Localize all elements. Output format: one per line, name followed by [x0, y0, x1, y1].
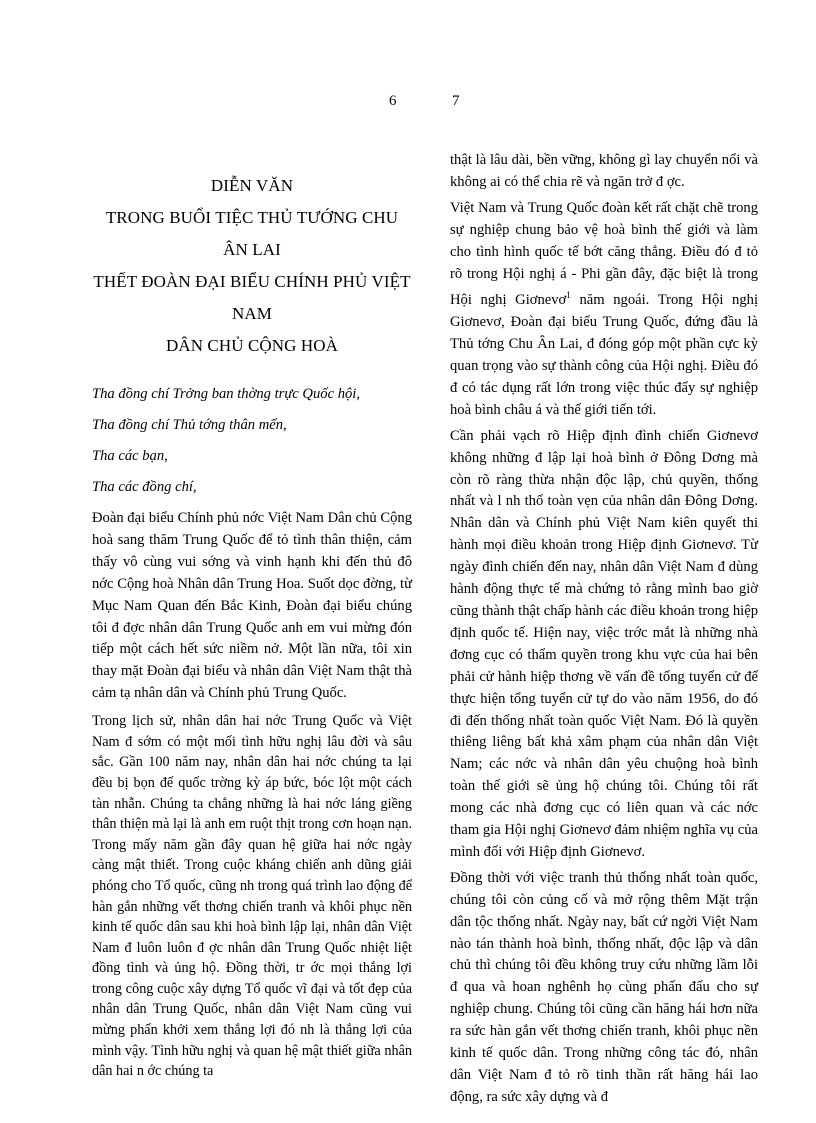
title-line-2: TRONG BUỔI TIỆC THỦ TƯỚNG CHU ÂN LAI [105, 208, 399, 259]
paragraph-left-2: Trong lịch sử, nhân dân hai nớc Trung Quốc và Việt Nam đ sớm có một mối tình hữu nghị lâu đời và sâu sắc. Gần 100 năm nay, nhân dân hai nớc chúng ta lại đều bị bọn đế quốc trờng kỳ áp bức, bóc lột một cách tàn nhẫn. Chúng ta chẳng những là hai nớc láng giềng thân thiện mà lại là anh em ruột thịt trong cơn hoạn nạn. Trong mấy năm gần đây quan hệ giữa hai nớc ngày càng mật thiết. Trong cuộc kháng chiến anh dũng giải phóng cho Tổ quốc, cũng nh trong quá trình lao động để hàn gắn những vết thơng chiến tranh và khôi phục nền kinh tế quốc dân sau khi hoà bình lập lại, nhân dân Việt Nam đ luôn luôn đ ợc nhân dân Trung Quốc nhiệt liệt đồng tình và ủng hộ. Đồng thời, tr ớc mọi thắng lợi trong công cuộc xây dựng Tổ quốc vĩ đại và tốt đẹp của nhân dân Trung Quốc, nhân dân Việt Nam cũng vui mừng phấn khởi xem thắng lợi đó nh là thắng lợi của mình vậy. Tình hữu nghị và quan hệ mật thiết giữa nhân dân hai n ớc chúng ta [92, 713, 412, 1080]
paragraph-right-2 [450, 198, 758, 422]
title-line-4: DÂN CHỦ CỘNG HOÀ [165, 336, 339, 355]
paragraph-right-2-text: Việt Nam và Trung Quốc đoàn kết rất chặt chẽ trong sự nghiệp chung bảo vệ hoà bình thế giới và làm cho tình hình quốc tế bớt căng thẳng. Điều đó đ tỏ rõ trong Hội nghị á - Phi gần đây, đặc biệt là trong Hội nghị Giơnevơ [450, 199, 758, 309]
salutation-1: Tha đồng chí Trởng ban thờng trực Quốc hội, [92, 386, 360, 402]
salutation-2: Tha đồng chí Thủ tớng thân mến, [92, 417, 287, 433]
paragraph-right-3: Cần phải vạch rõ Hiệp định đình chiến Giơnevơ không những đ lập lại hoà bình ở Đông Dơng mà còn rõ ràng thừa nhận độc lập, chủ quyền, thống nhất và l nh thổ toàn vẹn của nhân dân Đông Dơng. Nhân dân và Chính phủ Việt Nam kiên quyết thi hành mọi điều khoản trong Hiệp định Giơnevơ. Từ ngày đình chiến đến nay, nhân dân Việt Nam đ dùng hành động thực tế mà chứng tỏ rằng mình bao giờ cũng thành thật chấp hành các điều khoản trong hiệp định quốc tế. Hiện nay, việc trớc mắt là những nhà đơng cục có thẩm quyền trong khu vực của hai bên phải cử hành hiệp thơng về vấn đề tổng tuyển cử để thực hiện tổng tuyển cử tự do vào năm 1956, do đó đi đến thống nhất toàn quốc Việt Nam. Đó là quyền thiêng liêng bất khả xâm phạm của nhân dân Việt Nam; các nớc và nhân dân yêu chuộng hoà bình toàn thế giới sẽ ủng hộ chúng tôi. Chúng tôi rất mong các nhà đơng cục có liên quan và các nớc tham gia Hội nghị Giơnevơ đảm nhiệm nghĩa vụ của mình đối với Hiệp định Giơnevơ. [450, 427, 758, 860]
salutation-3: Tha các bạn, [92, 448, 168, 464]
title-line-3: THẾT ĐOÀN ĐẠI BIỂU CHÍNH PHỦ VIỆT NAM [93, 272, 411, 323]
paragraph-right-2-tail: năm ngoái. Trong Hội nghị Giơnevơ, Đoàn đại biểu Trung Quốc, đứng đầu là Thủ tớng Chu Ân Lai, đ đóng góp một phần cực kỳ quan trọng vào sự thành công của Hội nghị. Điều đó đ có tác dụng rất lớn trong việc thúc đẩy sự nghiệp hoà bình châu á và thế giới tiến tới. [450, 292, 759, 418]
page-number-left: 6 [389, 93, 397, 109]
right-column [450, 150, 758, 1113]
salutation-4: Tha các đồng chí, [92, 479, 197, 495]
paragraph-left-1: Đoàn đại biểu Chính phủ nớc Việt Nam Dân chủ Cộng hoà sang thăm Trung Quốc để tỏ tình thân thiện, cảm thấy vô cùng vui sớng và vinh hạnh khi đến thủ đô nớc Cộng hoà Nhân dân Trung Hoa. Suốt dọc đờng, từ Mục Nam Quan đến Bắc Kinh, Đoàn đại biểu chúng tôi đ đợc nhân dân Trung Quốc anh em vui mừng đón tiếp một cách hết sức niềm nở. Một lần nữa, tôi xin thay mặt Đoàn đại biểu và nhân dân Việt Nam thật thà cảm tạ nhân dân và Chính phủ Trung Quốc. [92, 510, 412, 702]
paragraph-right-1: thật là lâu dài, bền vững, không gì lay chuyển nổi và không ai có thể chia rẽ và ngăn trở đ ợc. [450, 152, 758, 190]
speech-title [92, 170, 412, 362]
footnote-mark: 1 [566, 290, 571, 301]
title-line-1: DIỄN VĂN [210, 176, 294, 195]
page-number-right: 7 [452, 93, 460, 109]
paragraph-right-4: Đồng thời với việc tranh thủ thống nhất toàn quốc, chúng tôi còn củng cố và mở rộng thêm Mặt trận dân tộc thống nhất. Ngày nay, bất cứ ngời Việt Nam nào tán thành hoà bình, thống nhất, độc lập và dân chủ thì chúng tôi đều không truy cứu những lầm lỗi đ qua và hoan nghênh họ cùng phấn đấu cho sự nghiệp chung. Chúng tôi cũng cần hăng hái hơn nữa ra sức hàn gắn vết thơng chiến tranh, khôi phục nền kinh tế quốc dân. Trong những công tác đó, nhân dân Việt Nam đ tỏ rõ tinh thần rất hăng hái lao động, ra sức xây dựng và đ [450, 869, 758, 1105]
left-column [92, 150, 412, 1088]
